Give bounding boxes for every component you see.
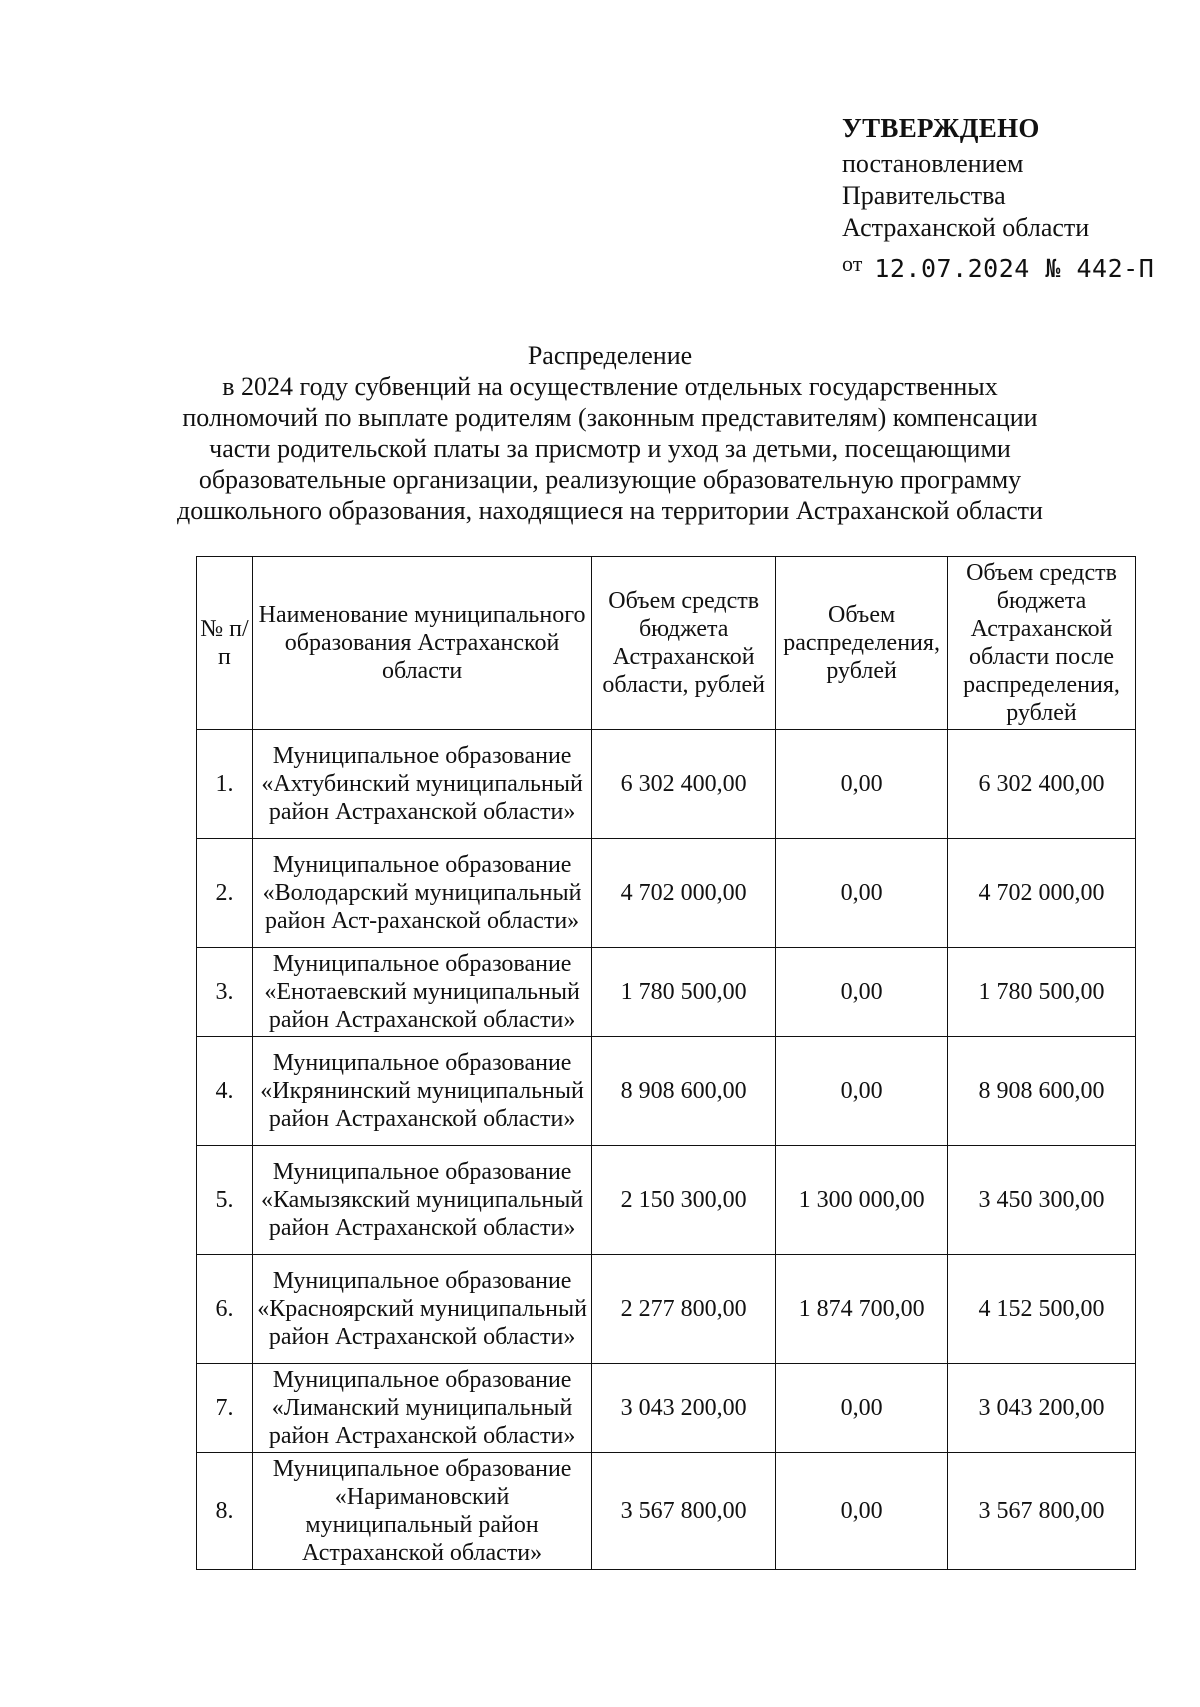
cell-after: 1 780 500,00 <box>948 948 1136 1037</box>
approval-line: Астраханской области <box>842 213 1090 242</box>
cell-name: Муниципальное образование «Красноярский муниципальный район Астраханской области» <box>252 1255 591 1364</box>
cell-after: 3 450 300,00 <box>948 1146 1136 1255</box>
cell-budget: 6 302 400,00 <box>592 730 776 839</box>
table-row <box>197 1453 1136 1570</box>
title-line: полномочий по выплате родителям (законным представителям) компенсации <box>182 403 1038 432</box>
cell-budget: 1 780 500,00 <box>592 948 776 1037</box>
approval-heading: УТВЕРЖДЕНО <box>842 113 1040 143</box>
cell-distribution: 0,00 <box>776 839 948 948</box>
cell-after: 3 567 800,00 <box>948 1453 1136 1570</box>
table-row <box>197 948 1136 1037</box>
cell-num: 7. <box>197 1364 253 1453</box>
approval-block <box>842 112 1154 285</box>
table-row <box>197 730 1136 839</box>
table-header-row <box>197 557 1136 730</box>
cell-after: 4 702 000,00 <box>948 839 1136 948</box>
cell-budget: 3 567 800,00 <box>592 1453 776 1570</box>
approval-date-line <box>842 248 1154 285</box>
approval-line: постановлением <box>842 149 1024 178</box>
header-after: Объем средств бюджета Астраханской области после распределения, рублей <box>948 557 1136 730</box>
table-row <box>197 1364 1136 1453</box>
date-stamp: 12.07.2024 № 442-П <box>874 254 1155 283</box>
cell-distribution: 0,00 <box>776 1453 948 1570</box>
header-name: Наименование муниципального образования Астраханской области <box>252 557 591 730</box>
title-line: части родительской платы за присмотр и уход за детьми, посещающими <box>209 434 1011 463</box>
title-line: дошкольного образования, находящиеся на территории Астраханской области <box>177 496 1043 525</box>
cell-after: 8 908 600,00 <box>948 1037 1136 1146</box>
title-line: в 2024 году субвенций на осуществление отдельных государственных <box>222 372 998 401</box>
header-budget: Объем средств бюджета Астраханской области, рублей <box>592 557 776 730</box>
cell-name: Муниципальное образование «Володарский муниципальный район Аст-раханской области» <box>252 839 591 948</box>
cell-distribution: 1 300 000,00 <box>776 1146 948 1255</box>
cell-distribution: 0,00 <box>776 948 948 1037</box>
distribution-table <box>196 556 1136 1570</box>
cell-budget: 3 043 200,00 <box>592 1364 776 1453</box>
table-row <box>197 1255 1136 1364</box>
cell-num: 6. <box>197 1255 253 1364</box>
date-prefix: от <box>842 251 863 276</box>
cell-name: Муниципальное образование «Икрянинский муниципальный район Астраханской области» <box>252 1037 591 1146</box>
cell-budget: 4 702 000,00 <box>592 839 776 948</box>
title-line: Распределение <box>527 341 693 370</box>
cell-num: 3. <box>197 948 253 1037</box>
cell-num: 5. <box>197 1146 253 1255</box>
cell-num: 4. <box>197 1037 253 1146</box>
cell-distribution: 1 874 700,00 <box>776 1255 948 1364</box>
cell-name: Муниципальное образование «Лиманский муниципальный район Астраханской области» <box>252 1364 591 1453</box>
cell-distribution: 0,00 <box>776 730 948 839</box>
title-line: образовательные организации, реализующие образовательную программу <box>198 465 1022 494</box>
cell-name: Муниципальное образование «Наримановский муниципальный район Астраханской области» <box>252 1453 591 1570</box>
cell-after: 3 043 200,00 <box>948 1364 1136 1453</box>
cell-name: Муниципальное образование «Ахтубинский муниципальный район Астраханской области» <box>252 730 591 839</box>
cell-distribution: 0,00 <box>776 1037 948 1146</box>
cell-distribution: 0,00 <box>776 1364 948 1453</box>
table-row <box>197 1037 1136 1146</box>
header-distribution: Объем распределения, рублей <box>776 557 948 730</box>
cell-budget: 2 150 300,00 <box>592 1146 776 1255</box>
cell-num: 2. <box>197 839 253 948</box>
cell-budget: 2 277 800,00 <box>592 1255 776 1364</box>
cell-budget: 8 908 600,00 <box>592 1037 776 1146</box>
cell-name: Муниципальное образование «Енотаевский муниципальный район Астраханской области» <box>252 948 591 1037</box>
approval-line: Правительства <box>842 181 1006 210</box>
cell-after: 4 152 500,00 <box>948 1255 1136 1364</box>
cell-num: 8. <box>197 1453 253 1570</box>
cell-name: Муниципальное образование «Камызякский муниципальный район Астраханской области» <box>252 1146 591 1255</box>
document-title <box>150 340 1070 526</box>
header-num: № п/п <box>197 557 253 730</box>
table-row <box>197 839 1136 948</box>
table-row <box>197 1146 1136 1255</box>
cell-after: 6 302 400,00 <box>948 730 1136 839</box>
cell-num: 1. <box>197 730 253 839</box>
